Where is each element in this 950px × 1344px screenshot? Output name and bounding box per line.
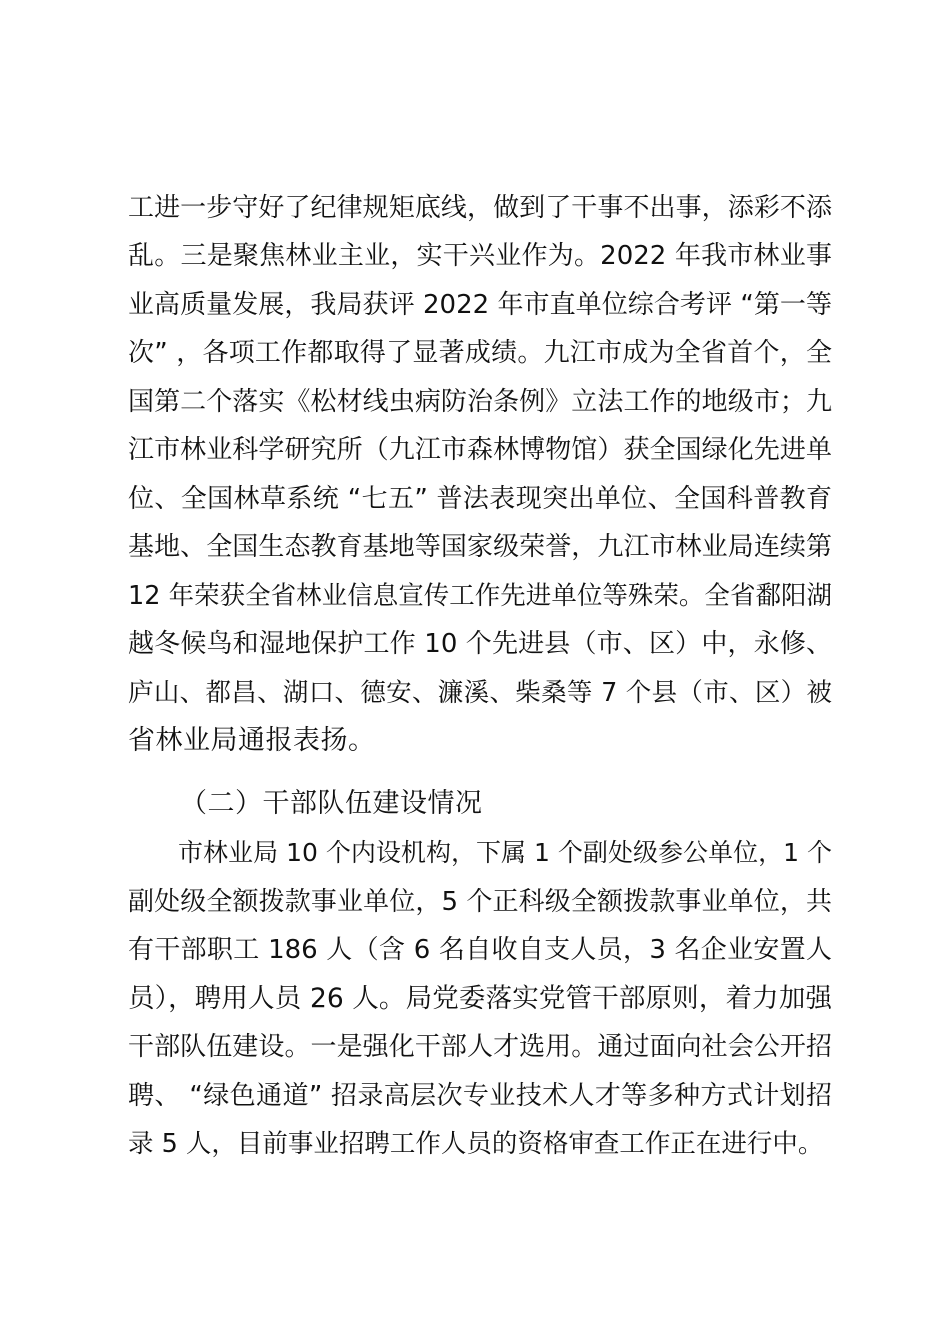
paragraph-line: 市林业局 10 个内设机构，下属 1 个副处级参公单位，1 个 xyxy=(178,838,832,867)
paragraph-line: 位、全国林草系统 “七五” 普法表现突出单位、全国科普教育 xyxy=(128,484,832,514)
paragraph-line: 基地、全国生态教育基地等国家级荣誉，九江市林业局连续第 xyxy=(128,532,832,562)
paragraph-line: 员），聘用人员 26 人。局党委落实党管干部原则，着力加强 xyxy=(128,983,832,1014)
paragraph-line: 有干部职工 186 人（含 6 名自收自支人员，3 名企业安置人 xyxy=(128,935,832,965)
paragraph-line: 副处级全额拨款事业单位，5 个正科级全额拨款事业单位，共 xyxy=(128,887,832,917)
paragraph-line: 庐山、都昌、湖口、德安、濂溪、柴桑等 7 个县（市、区）被 xyxy=(128,678,832,708)
paragraph-line: 省林业局通报表扬。 xyxy=(128,725,376,756)
paragraph-line: 江市林业科学研究所（九江市森林博物馆）获全国绿化先进单 xyxy=(128,435,832,465)
paragraph-line: 聘、 “绿色通道” 招录高层次专业技术人才等多种方式计划招 xyxy=(128,1081,832,1111)
paragraph-line: 次” ，各项工作都取得了显著成绩。九江市成为全省首个，全 xyxy=(128,338,832,368)
paragraph-line: 工进一步守好了纪律规矩底线，做到了干事不出事，添彩不添 xyxy=(128,193,832,223)
paragraph-line: 干部队伍建设。一是强化干部人才选用。通过面向社会公开招 xyxy=(128,1032,832,1062)
paragraph-line: 业高质量发展，我局获评 2022 年市直单位综合考评 “第一等 xyxy=(128,290,832,320)
paragraph-line: 越冬候鸟和湿地保护工作 10 个先进县（市、区）中，永修、 xyxy=(128,629,832,659)
paragraph-line: 12 年荣获全省林业信息宣传工作先进单位等殊荣。全省鄱阳湖 xyxy=(128,581,832,611)
paragraph-line: 国第二个落实《松材线虫病防治条例》立法工作的地级市；九 xyxy=(128,387,832,417)
paragraph-line: 录 5 人，目前事业招聘工作人员的资格审查工作正在进行中。 xyxy=(128,1129,824,1159)
section-heading: （二）干部队伍建设情况 xyxy=(180,788,483,819)
paragraph-line: 乱。三是聚焦林业主业，实干兴业作为。2022 年我市林业事 xyxy=(128,241,832,271)
